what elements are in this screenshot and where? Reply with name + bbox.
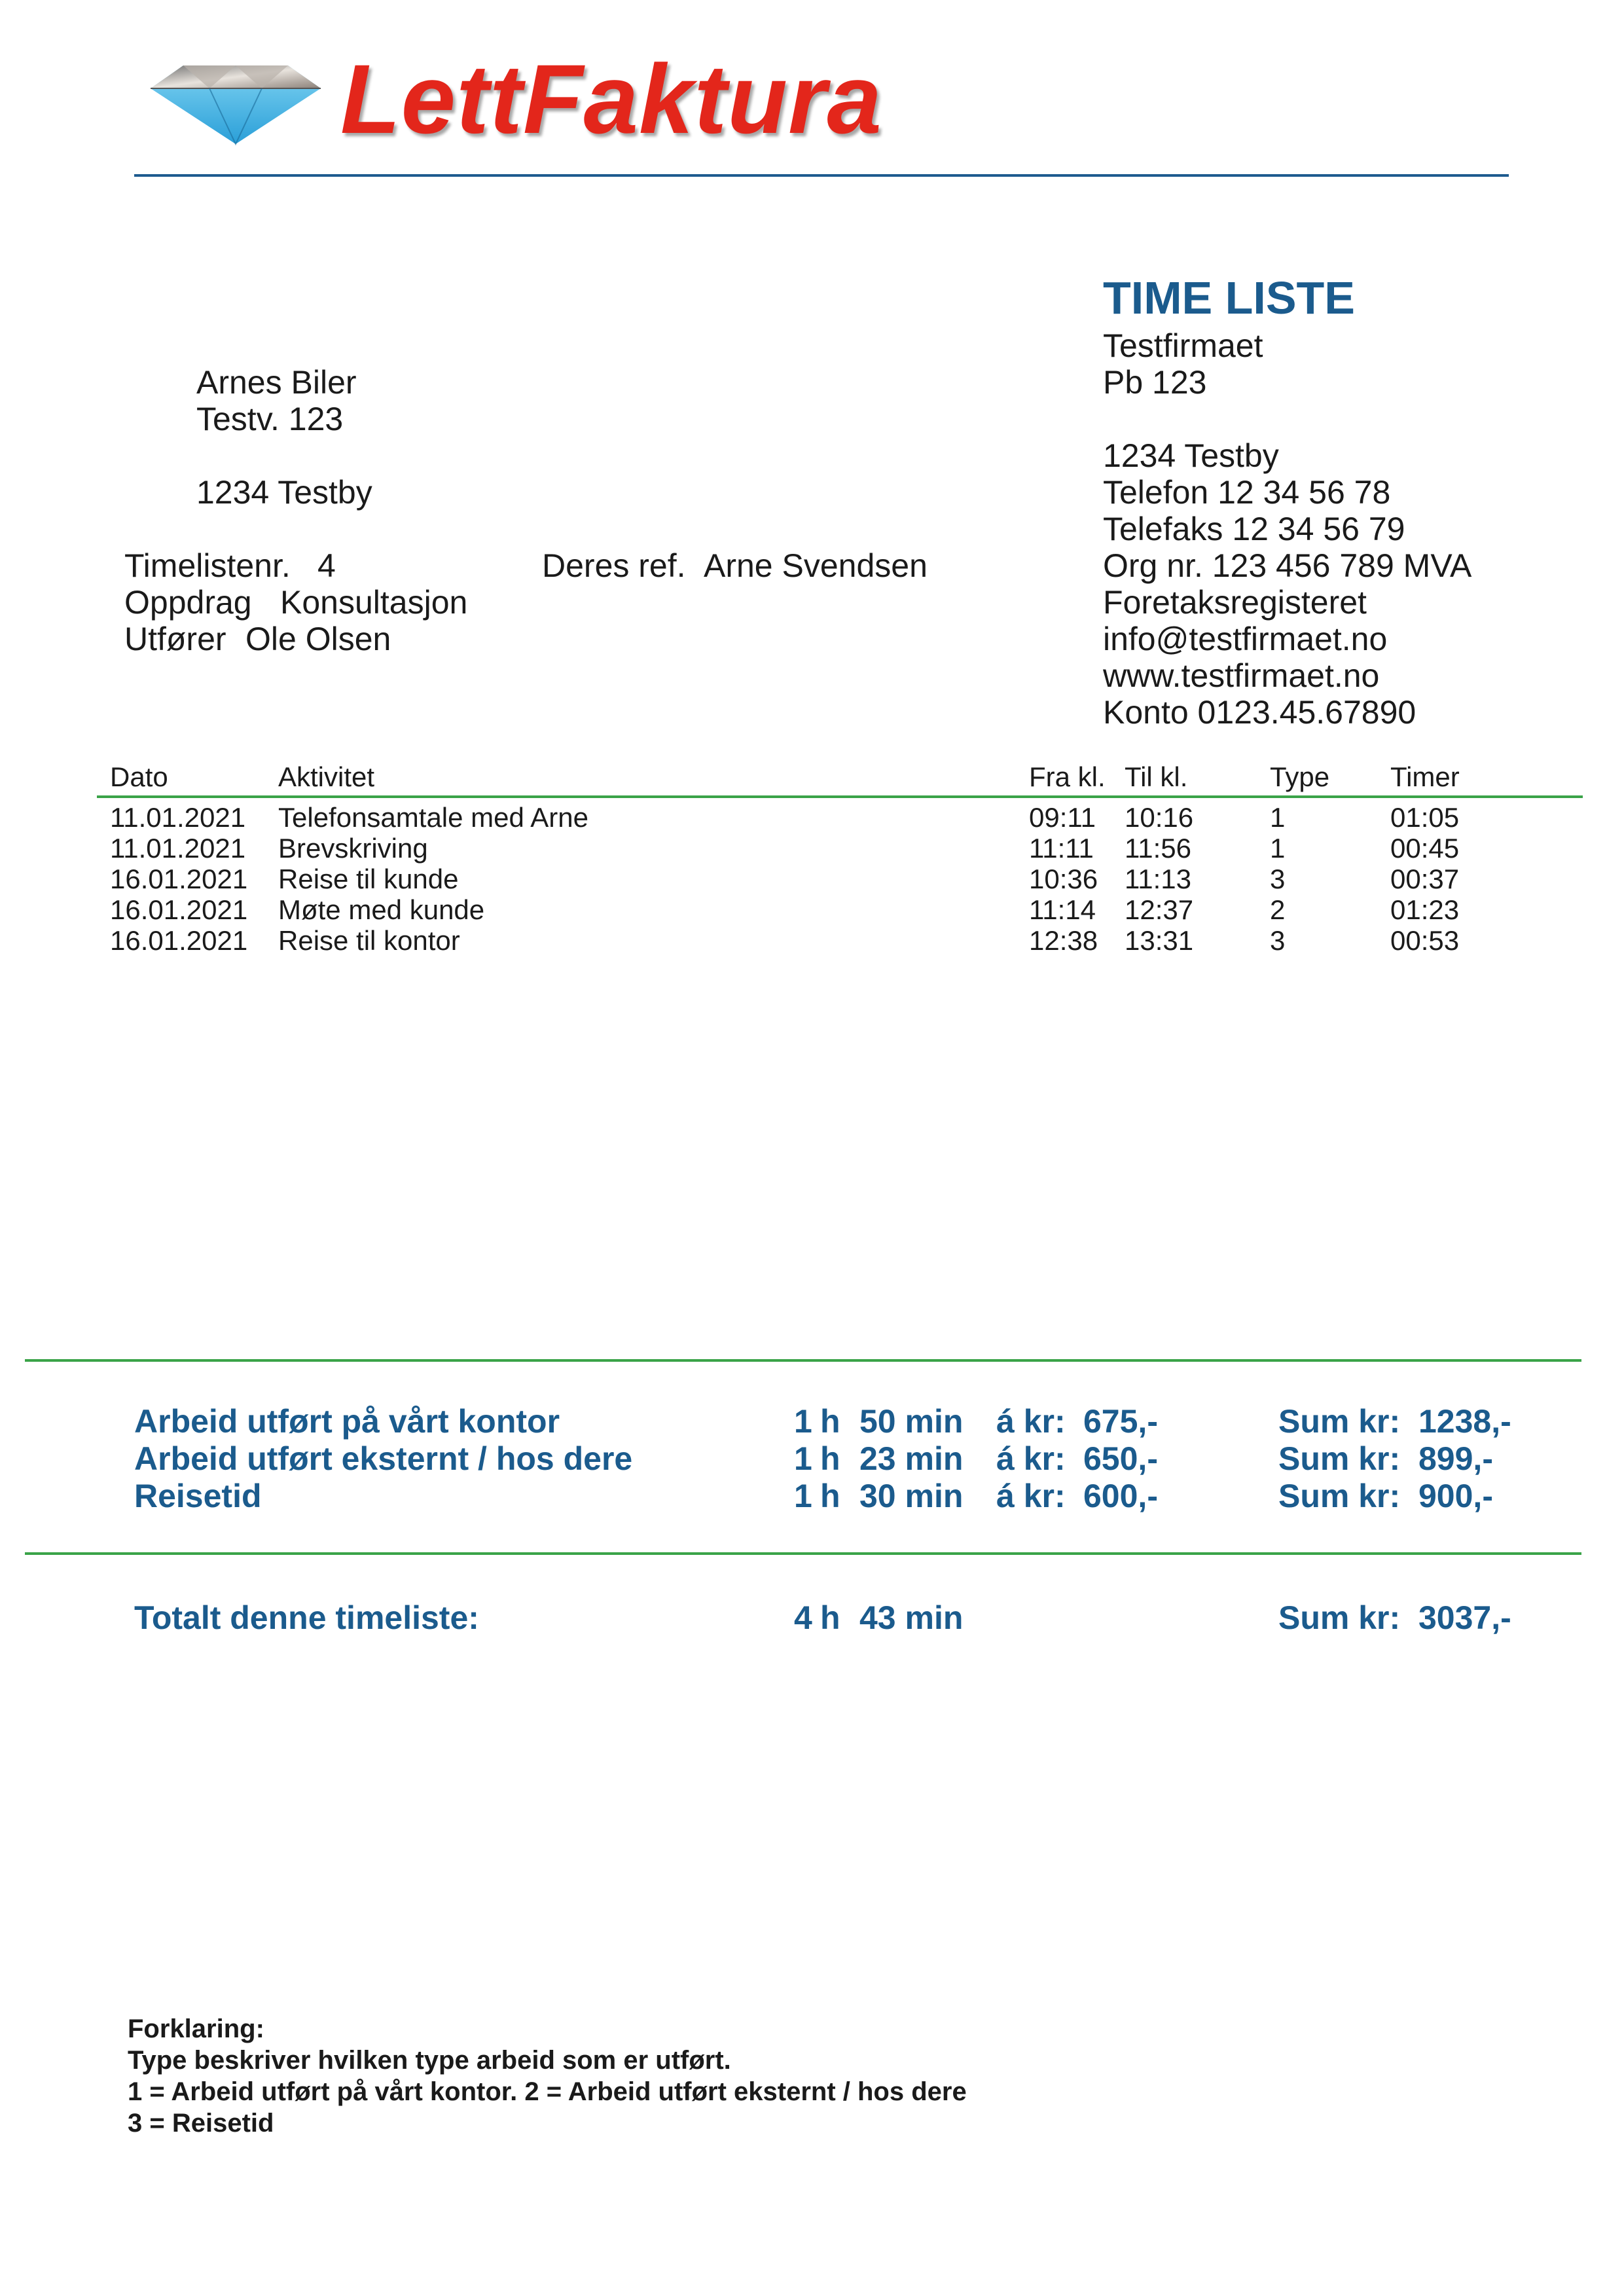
- summary-label: Arbeid utført på vårt kontor: [134, 1403, 560, 1440]
- recipient-name: Arnes Biler: [196, 364, 357, 401]
- timesheet-number: 4: [317, 547, 336, 584]
- sender-city: 1234 Testby: [1103, 437, 1279, 474]
- total-sum-label: Sum kr:: [1278, 1599, 1401, 1636]
- summary-divider-bottom: [25, 1552, 1581, 1555]
- legend-title: Forklaring:: [128, 2014, 264, 2043]
- assignment-label: Oppdrag: [124, 584, 252, 621]
- column-header-hours: Timer: [1390, 761, 1460, 792]
- document-title: TIME LISTE: [1103, 272, 1355, 323]
- row-activity: Brevskriving: [278, 833, 428, 864]
- row-activity: Telefonsamtale med Arne: [278, 802, 588, 833]
- column-header-activity: Aktivitet: [278, 761, 375, 792]
- reference-value: Arne Svendsen: [704, 547, 928, 584]
- reference-label: Deres ref.: [542, 547, 686, 584]
- row-from: 11:14: [1029, 894, 1096, 925]
- summary-label: Arbeid utført eksternt / hos dere: [134, 1440, 633, 1477]
- diamond-logo-icon: [144, 52, 327, 151]
- row-activity: Reise til kontor: [278, 925, 460, 956]
- row-type: 3: [1270, 925, 1286, 956]
- total-hours: 4: [794, 1599, 812, 1636]
- summary-rate: 650,-: [1083, 1440, 1158, 1477]
- row-date: 11.01.2021: [110, 802, 246, 833]
- performer-label: Utfører: [124, 621, 226, 657]
- row-type: 1: [1270, 833, 1286, 864]
- legend-line: 1 = Arbeid utført på vårt kontor. 2 = Arbeid utført eksternt / hos dere: [128, 2077, 967, 2106]
- column-header-date: Dato: [110, 761, 168, 792]
- total-hours-unit: h: [820, 1599, 840, 1636]
- header-divider: [134, 174, 1509, 177]
- total-sum: 3037,-: [1418, 1599, 1511, 1636]
- row-hours: 01:23: [1390, 894, 1460, 925]
- total-minutes: 43 min: [859, 1599, 964, 1636]
- row-hours: 00:45: [1390, 833, 1460, 864]
- summary-label: Reisetid: [134, 1478, 262, 1514]
- summary-sum-label: Sum kr:: [1278, 1403, 1401, 1440]
- row-hours: 00:37: [1390, 864, 1460, 894]
- brand-wordmark: LettFaktura: [340, 44, 882, 154]
- recipient-street: Testv. 123: [196, 401, 344, 437]
- row-from: 09:11: [1029, 802, 1096, 833]
- summary-hours: 1: [794, 1478, 812, 1514]
- timesheet-number-label: Timelistenr.: [124, 547, 291, 584]
- summary-minutes: 23 min: [859, 1440, 964, 1477]
- summary-sum-label: Sum kr:: [1278, 1440, 1401, 1477]
- row-type: 2: [1270, 894, 1286, 925]
- summary-hours-unit: h: [820, 1403, 840, 1440]
- sender-fax: Telefaks 12 34 56 79: [1103, 511, 1405, 547]
- summary-rate-label: á kr:: [996, 1440, 1066, 1477]
- sender-pobox: Pb 123: [1103, 364, 1207, 401]
- row-date: 16.01.2021: [110, 864, 248, 894]
- summary-hours-unit: h: [820, 1478, 840, 1514]
- summary-divider-top: [25, 1359, 1581, 1362]
- table-header-divider: [97, 795, 1583, 798]
- column-header-to: Til kl.: [1125, 761, 1188, 792]
- summary-rate: 600,-: [1083, 1478, 1158, 1514]
- row-to: 10:16: [1125, 802, 1194, 833]
- row-type: 1: [1270, 802, 1286, 833]
- table-row: [0, 864, 1624, 894]
- row-type: 3: [1270, 864, 1286, 894]
- summary-rate-label: á kr:: [996, 1403, 1066, 1440]
- row-hours: 00:53: [1390, 925, 1460, 956]
- summary-minutes: 50 min: [859, 1403, 964, 1440]
- summary-sum-label: Sum kr:: [1278, 1478, 1401, 1514]
- legend-line: Type beskriver hvilken type arbeid som er utført.: [128, 2046, 731, 2075]
- row-date: 16.01.2021: [110, 894, 248, 925]
- summary-sum: 1238,-: [1418, 1403, 1511, 1440]
- column-header-from: Fra kl.: [1029, 761, 1106, 792]
- total-label: Totalt denne timeliste:: [134, 1599, 479, 1636]
- assignment-value: Konsultasjon: [280, 584, 468, 621]
- sender-account: Konto 0123.45.67890: [1103, 694, 1416, 731]
- summary-hours: 1: [794, 1403, 812, 1440]
- summary-rate-label: á kr:: [996, 1478, 1066, 1514]
- row-activity: Reise til kunde: [278, 864, 459, 894]
- sender-website: www.testfirmaet.no: [1103, 657, 1380, 694]
- sender-phone: Telefon 12 34 56 78: [1103, 474, 1391, 511]
- row-to: 13:31: [1125, 925, 1194, 956]
- sender-registry: Foretaksregisteret: [1103, 584, 1367, 621]
- row-to: 12:37: [1125, 894, 1194, 925]
- row-to: 11:56: [1125, 833, 1191, 864]
- row-activity: Møte med kunde: [278, 894, 485, 925]
- summary-hours: 1: [794, 1440, 812, 1477]
- sender-email: info@testfirmaet.no: [1103, 621, 1388, 657]
- summary-sum: 899,-: [1418, 1440, 1493, 1477]
- summary-rate: 675,-: [1083, 1403, 1158, 1440]
- column-header-type: Type: [1270, 761, 1330, 792]
- row-to: 11:13: [1125, 864, 1191, 894]
- row-from: 12:38: [1029, 925, 1098, 956]
- table-row: [0, 925, 1624, 956]
- legend-line: 3 = Reisetid: [128, 2109, 274, 2138]
- row-hours: 01:05: [1390, 802, 1460, 833]
- row-date: 11.01.2021: [110, 833, 246, 864]
- sender-company: Testfirmaet: [1103, 327, 1263, 364]
- row-from: 10:36: [1029, 864, 1098, 894]
- performer-value: Ole Olsen: [245, 621, 391, 657]
- row-from: 11:11: [1029, 833, 1094, 864]
- table-row: [0, 833, 1624, 864]
- row-date: 16.01.2021: [110, 925, 248, 956]
- table-row: [0, 802, 1624, 833]
- summary-hours-unit: h: [820, 1440, 840, 1477]
- recipient-city: 1234 Testby: [196, 474, 372, 511]
- table-row: [0, 894, 1624, 925]
- summary-sum: 900,-: [1418, 1478, 1493, 1514]
- summary-minutes: 30 min: [859, 1478, 964, 1514]
- sender-org-no: Org nr. 123 456 789 MVA: [1103, 547, 1472, 584]
